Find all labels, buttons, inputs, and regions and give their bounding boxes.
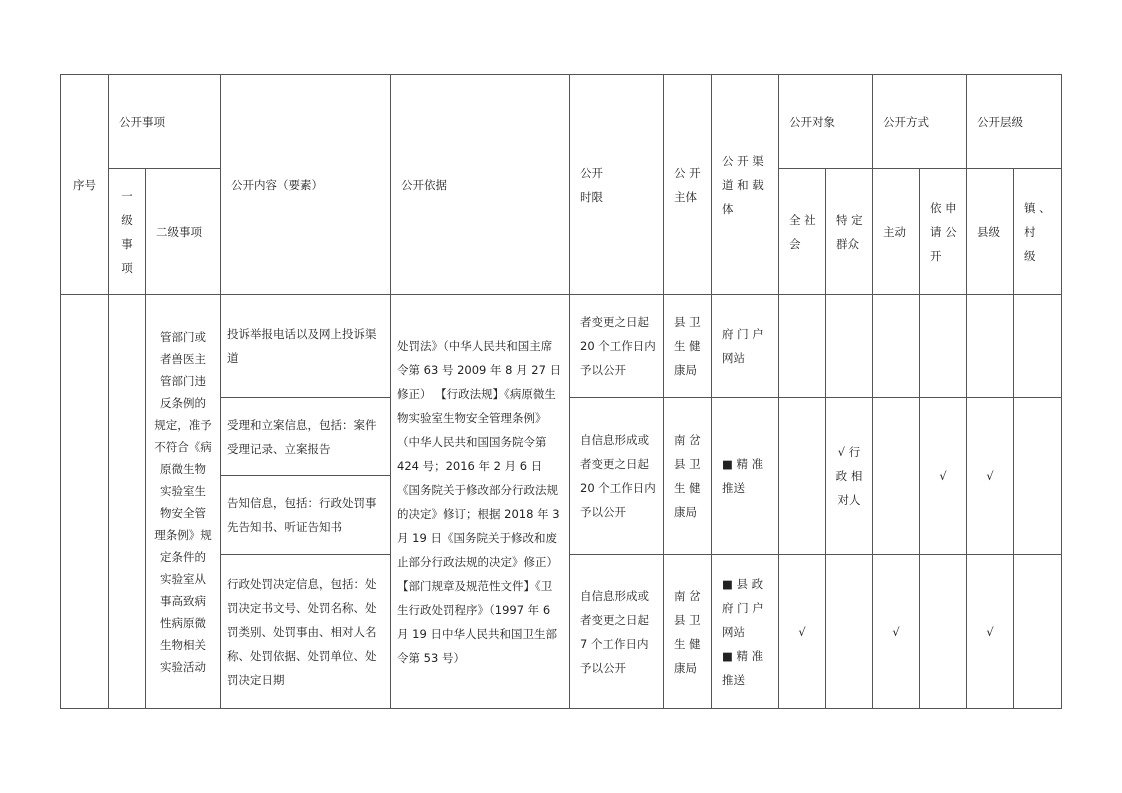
channel-line: 网站 (722, 624, 745, 639)
subject-line: 生 健 (674, 481, 701, 495)
header-level2: 二级事项 (146, 169, 221, 295)
header-level-town-line: 级 (1024, 248, 1036, 263)
header-channel-line: 体 (722, 201, 734, 216)
check-mark: √ (920, 398, 967, 555)
target-all-cell (779, 398, 826, 555)
header-time-limit-line: 时限 (580, 189, 603, 204)
level-county-cell (967, 295, 1014, 398)
header-level1-char: 项 (121, 260, 133, 275)
time-line: 7 个工作日内 (580, 636, 649, 651)
level2-line: 事高致病 (160, 593, 206, 608)
level2-line: 理条例》规 (154, 527, 212, 542)
time-cell (570, 398, 664, 555)
header-target-all-line: 全 社 (789, 212, 816, 227)
header-level-town-line: 村 (1024, 224, 1036, 239)
header-channel-line: 公 开 渠 (722, 153, 764, 168)
method-active-cell (873, 398, 920, 555)
level2-cell (146, 295, 221, 709)
header-level-county: 县级 (967, 169, 1014, 295)
target-specific-cell (826, 295, 873, 398)
header-level1-char: 级 (121, 212, 133, 227)
header-level1-char: 事 (121, 236, 133, 251)
channel-line: ■ 县 政 (722, 576, 764, 591)
header-level1-char: 一 (121, 188, 133, 203)
channel-line: 推送 (722, 481, 745, 495)
content-cell: 告知信息，包括：行政处罚事先告知书、听证告知书 (221, 476, 391, 555)
header-seq: 序号 (61, 75, 109, 295)
subject-cell (664, 295, 712, 398)
content-cell: 行政处罚决定信息，包括：处罚决定书文号、处罚名称、处罚类别、处罚事由、相对人名称、处罚依据、处罚单位、处罚决定日期 (221, 555, 391, 709)
channel-line: ■ 精 准 (722, 648, 764, 663)
subject-line: 生 健 (674, 636, 701, 651)
time-line: 予以公开 (580, 363, 626, 377)
header-target-specific (826, 169, 873, 295)
subject-line: 康局 (674, 660, 697, 675)
header-level-town (1014, 169, 1062, 295)
header-target-all-line: 会 (789, 236, 801, 251)
header-subject-line: 主体 (674, 189, 697, 204)
channel-cell (712, 398, 779, 555)
time-line: 者变更之日起 (580, 457, 649, 471)
subject-cell (664, 555, 712, 709)
check-mark: √ (967, 555, 1014, 709)
header-target-specific-line: 群众 (836, 236, 859, 251)
target-specific-line: √ 行 (837, 445, 861, 459)
content-cell: 投诉举报电话以及网上投诉渠道 (221, 295, 391, 398)
header-level1 (109, 169, 146, 295)
subject-line: 南 岔 (674, 588, 701, 603)
header-public-items: 公开事项 (109, 75, 221, 169)
time-line: 自信息形成或 (580, 588, 649, 603)
level2-line: 管部门或 (160, 329, 206, 344)
target-specific-cell (826, 555, 873, 709)
subject-line: 南 岔 (674, 433, 701, 447)
header-subject (664, 75, 712, 295)
header-method: 公开方式 (873, 75, 967, 169)
header-target-all (779, 169, 826, 295)
header-method-apply-line: 请 公 (930, 224, 957, 239)
channel-line: ■ 精 准 (722, 457, 764, 471)
channel-cell (712, 295, 779, 398)
level2-line: 者兽医主 (160, 351, 206, 366)
check-mark: √ (779, 555, 826, 709)
target-specific-line: 对人 (837, 493, 861, 507)
level2-line: 性病原微 (160, 615, 206, 630)
header-method-apply-line: 开 (930, 248, 942, 263)
level2-line: 反条例的 (160, 395, 206, 410)
level2-line: 物安全管 (160, 505, 206, 520)
disclosure-table (60, 74, 1062, 709)
check-mark: √ (873, 555, 920, 709)
target-specific-cell (826, 398, 873, 555)
subject-cell (664, 398, 712, 555)
header-method-active: 主动 (873, 169, 920, 295)
time-line: 者变更之日起 (580, 315, 649, 329)
time-line: 20 个工作日内 (580, 481, 656, 495)
level2-line: 定条件的 (160, 549, 206, 564)
level2-line: 实验室生 (160, 483, 206, 498)
level-town-cell (1014, 295, 1062, 398)
header-target-specific-line: 特 定 (836, 212, 863, 227)
target-all-cell (779, 295, 826, 398)
channel-line: 府 门 户 (722, 327, 764, 341)
check-mark: √ (967, 398, 1014, 555)
level2-line: 实验室从 (160, 571, 206, 586)
time-cell (570, 555, 664, 709)
header-method-apply (920, 169, 967, 295)
level2-line: 规定，准予 (154, 417, 212, 432)
method-apply-cell (920, 295, 967, 398)
content-cell: 受理和立案信息，包括：案件受理记录、立案报告 (221, 398, 391, 476)
channel-line: 网站 (722, 351, 745, 365)
method-active-cell (873, 295, 920, 398)
subject-line: 康局 (674, 363, 697, 377)
level2-line: 实验活动 (160, 659, 206, 674)
subject-line: 县 卫 (674, 457, 701, 471)
subject-line: 康局 (674, 505, 697, 519)
header-channel-line: 道 和 载 (722, 177, 764, 192)
time-line: 予以公开 (580, 660, 626, 675)
level-town-cell (1014, 398, 1062, 555)
level2-line: 管部门违 (160, 373, 206, 388)
target-specific-line: 政 相 (835, 469, 863, 483)
subject-line: 县 卫 (674, 315, 701, 329)
header-content: 公开内容（要素） (221, 75, 391, 295)
channel-cell (712, 555, 779, 709)
level1-cell (109, 295, 146, 709)
header-time-limit (570, 75, 664, 295)
header-method-apply-line: 依 申 (930, 200, 957, 215)
time-line: 自信息形成或 (580, 433, 649, 447)
seq-cell (61, 295, 109, 709)
time-line: 予以公开 (580, 505, 626, 519)
subject-line: 生 健 (674, 339, 701, 353)
header-level: 公开层级 (967, 75, 1062, 169)
header-level-town-line: 镇 、 (1024, 200, 1051, 215)
header-subject-line: 公 开 (674, 165, 701, 180)
channel-line: 府 门 户 (722, 600, 764, 615)
time-line: 20 个工作日内 (580, 339, 656, 353)
level2-line: 原微生物 (160, 461, 206, 476)
time-cell (570, 295, 664, 398)
level2-line: 生物相关 (160, 637, 206, 652)
basis-cell: 处罚法》（中华人民共和国主席令第 63 号 2009 年 8 月 27 日修正） 【行政法规】《病原微生物实验室生物安全管理条例》（中华人民共和国国务院令第 424 号；2016 年 2 月 6 日《国务院关于修改部分行政法规的决定》修订；根据 2018 年 3 月 19 日《国务院关于修改和废止部分行政法规的决定》修正） 【部门规章及规范性文件】《卫生行政处罚程序》（1997 年 6 月 19 日中华人民共和国卫生部令第 53 号） (391, 295, 570, 709)
channel-line: 推送 (722, 672, 745, 687)
method-apply-cell (920, 555, 967, 709)
header-time-limit-line: 公开 (580, 165, 603, 180)
time-line: 者变更之日起 (580, 612, 649, 627)
header-target: 公开对象 (779, 75, 873, 169)
level2-line: 不符合《病 (154, 439, 212, 454)
level-town-cell (1014, 555, 1062, 709)
subject-line: 县 卫 (674, 612, 701, 627)
header-basis: 公开依据 (391, 75, 570, 295)
header-channel (712, 75, 779, 295)
